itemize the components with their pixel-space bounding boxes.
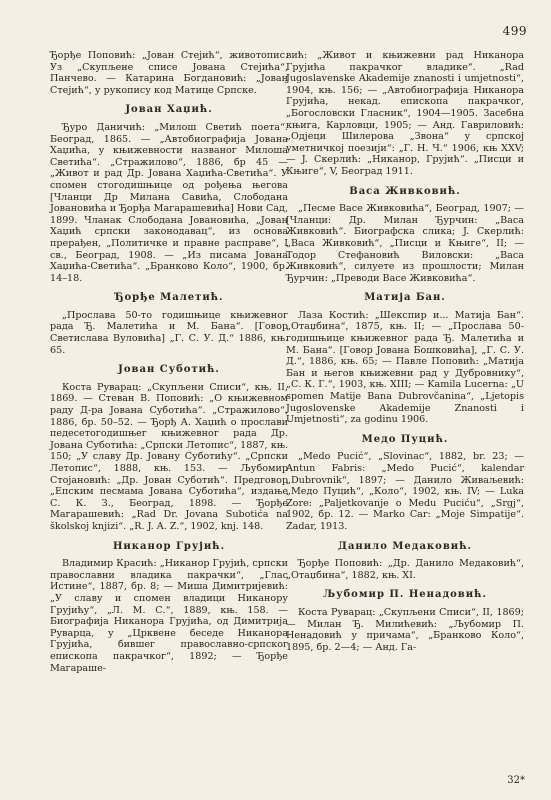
- entry-maletic: [50, 292, 288, 356]
- entry-heading: Данило Медаковић.: [338, 540, 472, 552]
- entry-text: „Прослава 50-то годишњице књижевног рада Ђ. Малетића и М. Бана“. [Говор Светислава Вуловића] „Г. С. У. Д.“ 1886, књ. 65.: [50, 309, 288, 356]
- entry-text: Ђорђе Поповић: „Др. Данило Медаковић“, „Отаџбина“, 1882, књ. XI.: [286, 558, 524, 581]
- entry-medakovic: [286, 541, 524, 582]
- entry-heading: Љубомир П. Ненадовић.: [323, 589, 487, 601]
- entry-heading: Матија Бан.: [364, 292, 446, 304]
- left-column: [50, 50, 288, 682]
- entry-text: вић: „Живот и књижевни рад Никанора Грујића пакрачког владике“. „Rad Jugoslavenske Akademije znanosti i umjetnosti“, 1904, књ. 156; — „Автобиографија Никанора Грујића, некад. епископа пакрачког, „Богословски Гласник“, 1904—1905. Засебна књига, Карловци, 1905; — Анд. Гавриловић: „Одјеци Шилерова „Звона“ у српској уметничкој поезији“: „Г. Н. Ч.“ 1906, књ XXV; — J. Скерлић: „Никанор, Грујић“. „Писци и Књиге“, V, Београд 1911.: [286, 50, 524, 177]
- entry-pucic: [286, 434, 524, 533]
- entry-text: „Medo Pucić“, „Slovinac“, 1882, br. 23; — Antun Fabris: „Medo Pucić“, kalendar „Dubrovnik“, 1897; — Данило Живаљевић: „Медо Пуцић“, „Коло“, 1902, књ. IV; — Luka Zore: „Paljetkovanje o Medu Puciću“, „Srgj“, 1902, бр. 12. — Marko Car: „Moje Simpatije“. Zadar, 1913.: [286, 451, 524, 532]
- signature-mark: 32*: [507, 775, 525, 786]
- entry-heading: Никанор Грујић.: [112, 540, 226, 552]
- entry-hadzic: [50, 104, 288, 284]
- entry-text: Ђуро Даничић: „Милош Светић поета“. Београд, 1865. — „Автобиографија Јована Хаџића, у књижевности названог Милоша Светића“. „Стражилово“, 1886, бр 45 — „Живот и рад Др. Јована Хаџића-Светића“. У спомен стогодишњице од рођења његова [Чланци Др Милана Савића, Слободана Јовановића и Ђорђа Магарашевића] Нови Сад, 1899. Чланак Слободана Јовановића, „Јован Хаџић српски законодавац“, из основа прерађен, „Политичке и правне расправе“, I св., Београд, 1908. — „Из писама Јована Хаџића-Светића“. „Бранково Коло“, 1900, бр. 14–18.: [50, 121, 288, 284]
- entry-zivkovic: [286, 186, 524, 285]
- right-column: [286, 50, 524, 661]
- entry-grujic-continued: [286, 50, 524, 178]
- page-number: 499: [502, 24, 527, 38]
- entry-grujic: [50, 541, 288, 675]
- entry-stejic-continued: [50, 50, 288, 96]
- entry-heading: Васа Живковић.: [349, 185, 461, 197]
- entry-text: Коста Руварац: „Скупљени Списи“, II, 1869; — Милан Ђ. Милићевић: „Љубомир П. Ненадовић у причама“, „Бранково Коло“, 1895, бр. 2—4; — Анд. Га-: [286, 606, 524, 653]
- entry-heading: Јован Суботић.: [118, 364, 220, 376]
- entry-subotic: [50, 364, 288, 532]
- entry-heading: Ђорђе Малетић.: [114, 292, 224, 304]
- entry-text: Ђорђе Поповић: „Јован Стејић“, животопис. Уз „Скупљене списе Јована Стејића“, Панчево. — Катарина Богдановић: „Јован Стејић“, у рукопису код Матице Српске.: [50, 50, 288, 96]
- entry-text: Лаза Костић: „Шекспир и... Матија Бан“. „Отаџбина“, 1875, књ. II; — „Прослава 50-годишњице књижевног рада Ђ. Малетића и М. Бана“. [Говор Јована Бошковића], „Г. С. У. Д.“, 1886, књ. 65; — Павле Поповић: „Матија Бан и његов књижевни рад у Дубровнику“, „С. К. Г.“, 1903, књ. XIII; — Kamila Lucerna: „U spomen Matije Bana Dubrovčanina“, „Ljetopis Jugoslovenske Akademije Znanosti i Umjetnosti“, za godinu 1906.: [286, 309, 524, 426]
- entry-ban: [286, 292, 524, 426]
- entry-heading: Медо Пуцић.: [361, 433, 449, 445]
- entry-text: „Песме Васе Живковића“, Београд, 1907; — [Чланци: Др. Милан Ђурчин: „Васа Живковић“. Биографска слика; J. Скерлић: „Васа Живковић“, „Писци и Књиге“, II; — Тодор Стефановић Виловски: „Васа Живковић“, силуете из прошлости; Милан Ђурчин: „Преводи Васе Живковића“.: [286, 203, 524, 284]
- entry-heading: Јован Хаџић.: [125, 104, 213, 116]
- entry-nenadovic: [286, 589, 524, 653]
- entry-text: Владимир Красић: „Никанор Грујић, српски православни владика пакрачки“, „Глас Истине“, 1887, бр. 8; — Миша Димитријевић: „У славу и спомен владици Никанору Грујићу“, „Л. М. С.“, 1889, књ. 158. — Биографија Никанора Грујића, од Димитрија Руварца, у „Црквене беседе Никанора Грујића, бившег православно-српског епископа пакрачког“, 1892; — Ђорђе Магараше-: [50, 558, 288, 674]
- entry-text: Коста Руварац: „Скупљени Списи“, књ. II, 1869. — Стеван В. Поповић: „О књижевном раду Д-ра Јована Суботића“. „Стражилово“, 1886, бр. 50–52. — Ђорђ А. Хаџић о прослави педесетогодишњег књижевног рада Др. Јована Суботића: „Српски Летопис“, 1887, књ. 150; „У славу Др. Јовану Суботићу“. „Српски Летопис“, 1888, књ. 153. — Љубомир Стојановић: „Др. Јован Суботић“. Предговор „Епским песмама Јована Суботића“, издање С. К. З., Београд, 1898. — Ђорђе Магарашевић: „Rad Dr. Jovana Subotića na školskoj knjizi“. „R. J. A. Z.“, 1902, knj. 148.: [50, 381, 288, 532]
